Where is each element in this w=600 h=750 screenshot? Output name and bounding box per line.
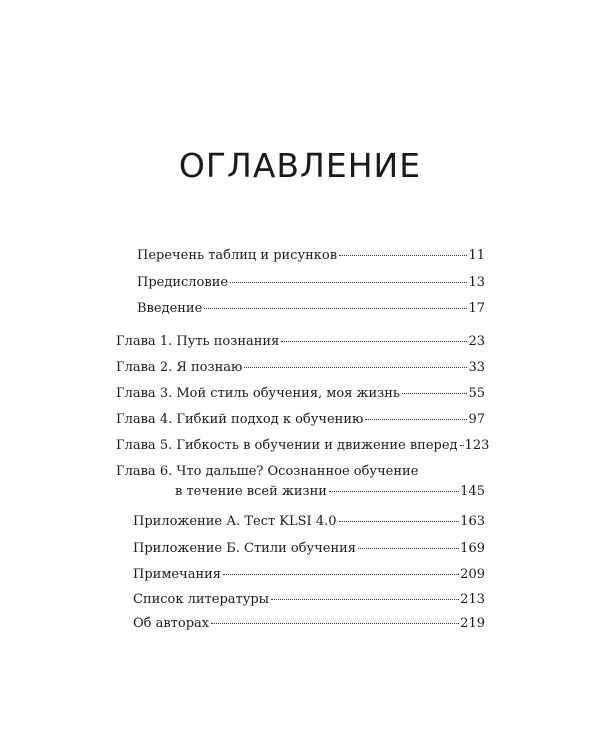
page-title: ОГЛАВЛЕНИЕ xyxy=(178,146,422,185)
toc-page-number: 17 xyxy=(468,301,485,316)
dot-leader xyxy=(358,548,459,549)
dot-leader xyxy=(211,623,459,624)
toc-entry-label: Глава 5. Гибкость в обучении и движение вперед xyxy=(116,438,458,453)
toc-page-number: 123 xyxy=(464,438,490,453)
dot-leader xyxy=(281,341,467,342)
toc-entry-label: Предисловие xyxy=(137,275,229,290)
toc-entry-appendix-b xyxy=(133,539,485,559)
toc-entry-label: Глава 4. Гибкий подход к обучению xyxy=(116,412,364,427)
dot-leader xyxy=(460,445,464,446)
toc-entry-label: Примечания xyxy=(133,567,222,582)
toc-page-number: 213 xyxy=(460,592,485,607)
toc-entry-about-authors xyxy=(133,614,485,634)
dot-leader xyxy=(223,574,459,575)
toc-entry-appendix-a xyxy=(133,512,485,532)
toc-entry-label: Приложение Б. Стили обучения xyxy=(133,541,357,556)
toc-entry-chapter-4 xyxy=(116,410,485,430)
toc-entry-tables-figures xyxy=(137,246,485,266)
dot-leader xyxy=(230,282,467,283)
dot-leader xyxy=(204,308,467,309)
toc-page-number: 209 xyxy=(460,567,485,582)
toc-page-number: 33 xyxy=(468,360,485,375)
dot-leader xyxy=(339,255,467,256)
toc-entry-references xyxy=(133,590,485,610)
toc-page-number: 55 xyxy=(468,386,485,401)
toc-page-number: 145 xyxy=(460,484,485,499)
dot-leader xyxy=(365,419,467,420)
toc-entry-label: Перечень таблиц и рисунков xyxy=(137,248,338,263)
toc-entry-label: Глава 1. Путь познания xyxy=(116,334,280,349)
toc-entry-label: Глава 2. Я познаю xyxy=(116,360,243,375)
toc-entry-label: Глава 3. Мой стиль обучения, моя жизнь xyxy=(116,386,401,401)
dot-leader xyxy=(329,491,459,492)
dot-leader xyxy=(271,599,459,600)
toc-entry-label: Введение xyxy=(137,301,203,316)
toc-entry-chapter-6 xyxy=(116,462,485,502)
toc-entry-preface xyxy=(137,273,485,293)
toc-entry-label: Глава 6. Что дальше? Осознанное обучение xyxy=(116,464,419,479)
toc-entry-chapter-1 xyxy=(116,332,485,352)
toc-entry-chapter-3 xyxy=(116,384,485,404)
toc-page-number: 23 xyxy=(468,334,485,349)
toc-entry-chapter-2 xyxy=(116,358,485,378)
toc-page-number: 13 xyxy=(468,275,485,290)
toc-page-number: 97 xyxy=(468,412,485,427)
toc-entry-chapter-5 xyxy=(116,436,490,456)
toc-entry-label: Список литературы xyxy=(133,592,270,607)
dot-leader xyxy=(244,367,467,368)
toc-page-number: 219 xyxy=(460,616,485,631)
toc-page-number: 163 xyxy=(460,514,485,529)
toc-entry-label: Об авторах xyxy=(133,616,210,631)
toc-page-number: 11 xyxy=(468,248,485,263)
toc-entry-label: Приложение А. Тест KLSI 4.0 xyxy=(133,514,337,529)
dot-leader xyxy=(402,393,467,394)
toc-page-number: 169 xyxy=(460,541,485,556)
toc-entry-label-continued: в течение всей жизни xyxy=(175,484,327,499)
dot-leader xyxy=(339,521,460,522)
toc-entry-notes xyxy=(133,565,485,585)
toc-entry-introduction xyxy=(137,299,485,319)
